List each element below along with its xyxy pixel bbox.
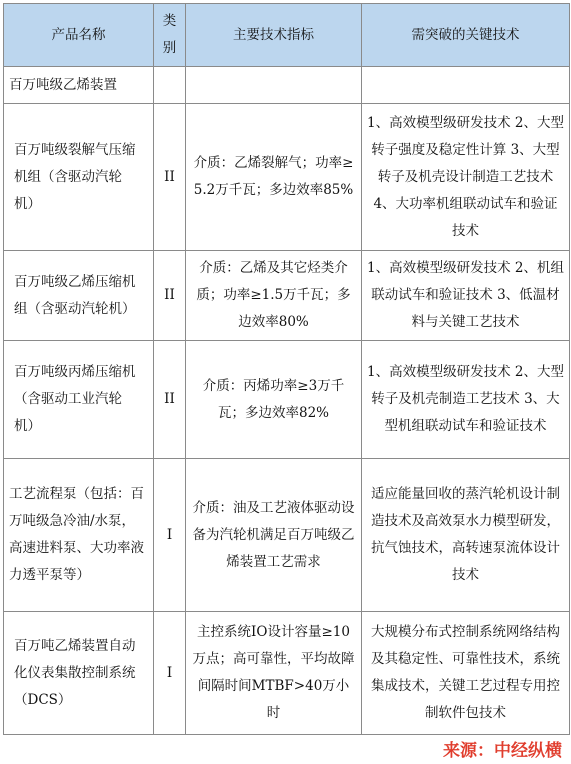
product-name-cell: 百万吨级丙烯压缩机（含驱动工业汽轮机）: [4, 341, 154, 459]
header-main-specs: 主要技术指标: [186, 4, 362, 67]
specs-cell: 介质：乙烯及其它烃类介质；功率≥1.5万千瓦；多边效率80%: [186, 251, 362, 341]
key-tech-cell: 1、高效模型级研发技术 2、机组联动试车和验证技术 3、低温材料与关键工艺技术: [362, 251, 570, 341]
product-name-cell: 百万吨级乙烯压缩机组（含驱动汽轮机）: [4, 251, 154, 341]
category-cell: II: [154, 104, 186, 251]
key-tech-cell: 1、高效模型级研发技术 2、大型转子及机壳制造工艺技术 3、大型机组联动试车和验证技术: [362, 341, 570, 459]
specs-cell: 介质：油及工艺液体驱动设备为汽轮机满足百万吨级乙烯装置工艺需求: [186, 459, 362, 612]
table-header-row: [4, 4, 570, 67]
key-tech-cell: 适应能量回收的蒸汽轮机设计制造技术及高效泵水力模型研发，抗气蚀技术，高转速泵流体设计技术: [362, 459, 570, 612]
source-watermark: 来源：中经纵横: [440, 740, 565, 762]
header-category: 类别: [154, 4, 186, 67]
table-row: [4, 104, 570, 251]
category-cell: II: [154, 251, 186, 341]
equipment-table: [3, 3, 570, 735]
specs-cell: 介质：丙烯功率≥3万千瓦；多边效率82%: [186, 341, 362, 459]
product-name-cell: 百万吨乙烯装置自动化仪表集散控制系统（DCS）: [4, 612, 154, 735]
specs-cell: 介质：乙烯裂解气；功率≥5.2万千瓦；多边效率85%: [186, 104, 362, 251]
table-row: [4, 341, 570, 459]
product-name-cell: 工艺流程泵（包括：百万吨级急冷油/水泵，高速进料泵、大功率液力透平泵等）: [4, 459, 154, 612]
product-name-cell: 百万吨级乙烯装置: [4, 67, 154, 104]
header-product-name: 产品名称: [4, 4, 154, 67]
key-tech-cell: [362, 67, 570, 104]
product-name-cell: 百万吨级裂解气压缩机组（含驱动汽轮机）: [4, 104, 154, 251]
category-cell: I: [154, 612, 186, 735]
header-key-technology: 需突破的关键技术: [362, 4, 570, 67]
table-row: [4, 251, 570, 341]
table-row: [4, 459, 570, 612]
category-cell: II: [154, 341, 186, 459]
table-row: [4, 67, 570, 104]
category-cell: I: [154, 459, 186, 612]
key-tech-cell: 1、高效模型级研发技术 2、大型转子强度及稳定性计算 3、大型转子及机壳设计制造工艺技术 4、大功率机组联动试车和验证技术: [362, 104, 570, 251]
category-cell: [154, 67, 186, 104]
table-row: [4, 612, 570, 735]
specs-cell: 主控系统IO设计容量≥10万点；高可靠性，平均故障间隔时间MTBF>40万小时: [186, 612, 362, 735]
key-tech-cell: 大规模分布式控制系统网络结构及其稳定性、可靠性技术，系统集成技术，关键工艺过程专用控制软件包技术: [362, 612, 570, 735]
specs-cell: [186, 67, 362, 104]
